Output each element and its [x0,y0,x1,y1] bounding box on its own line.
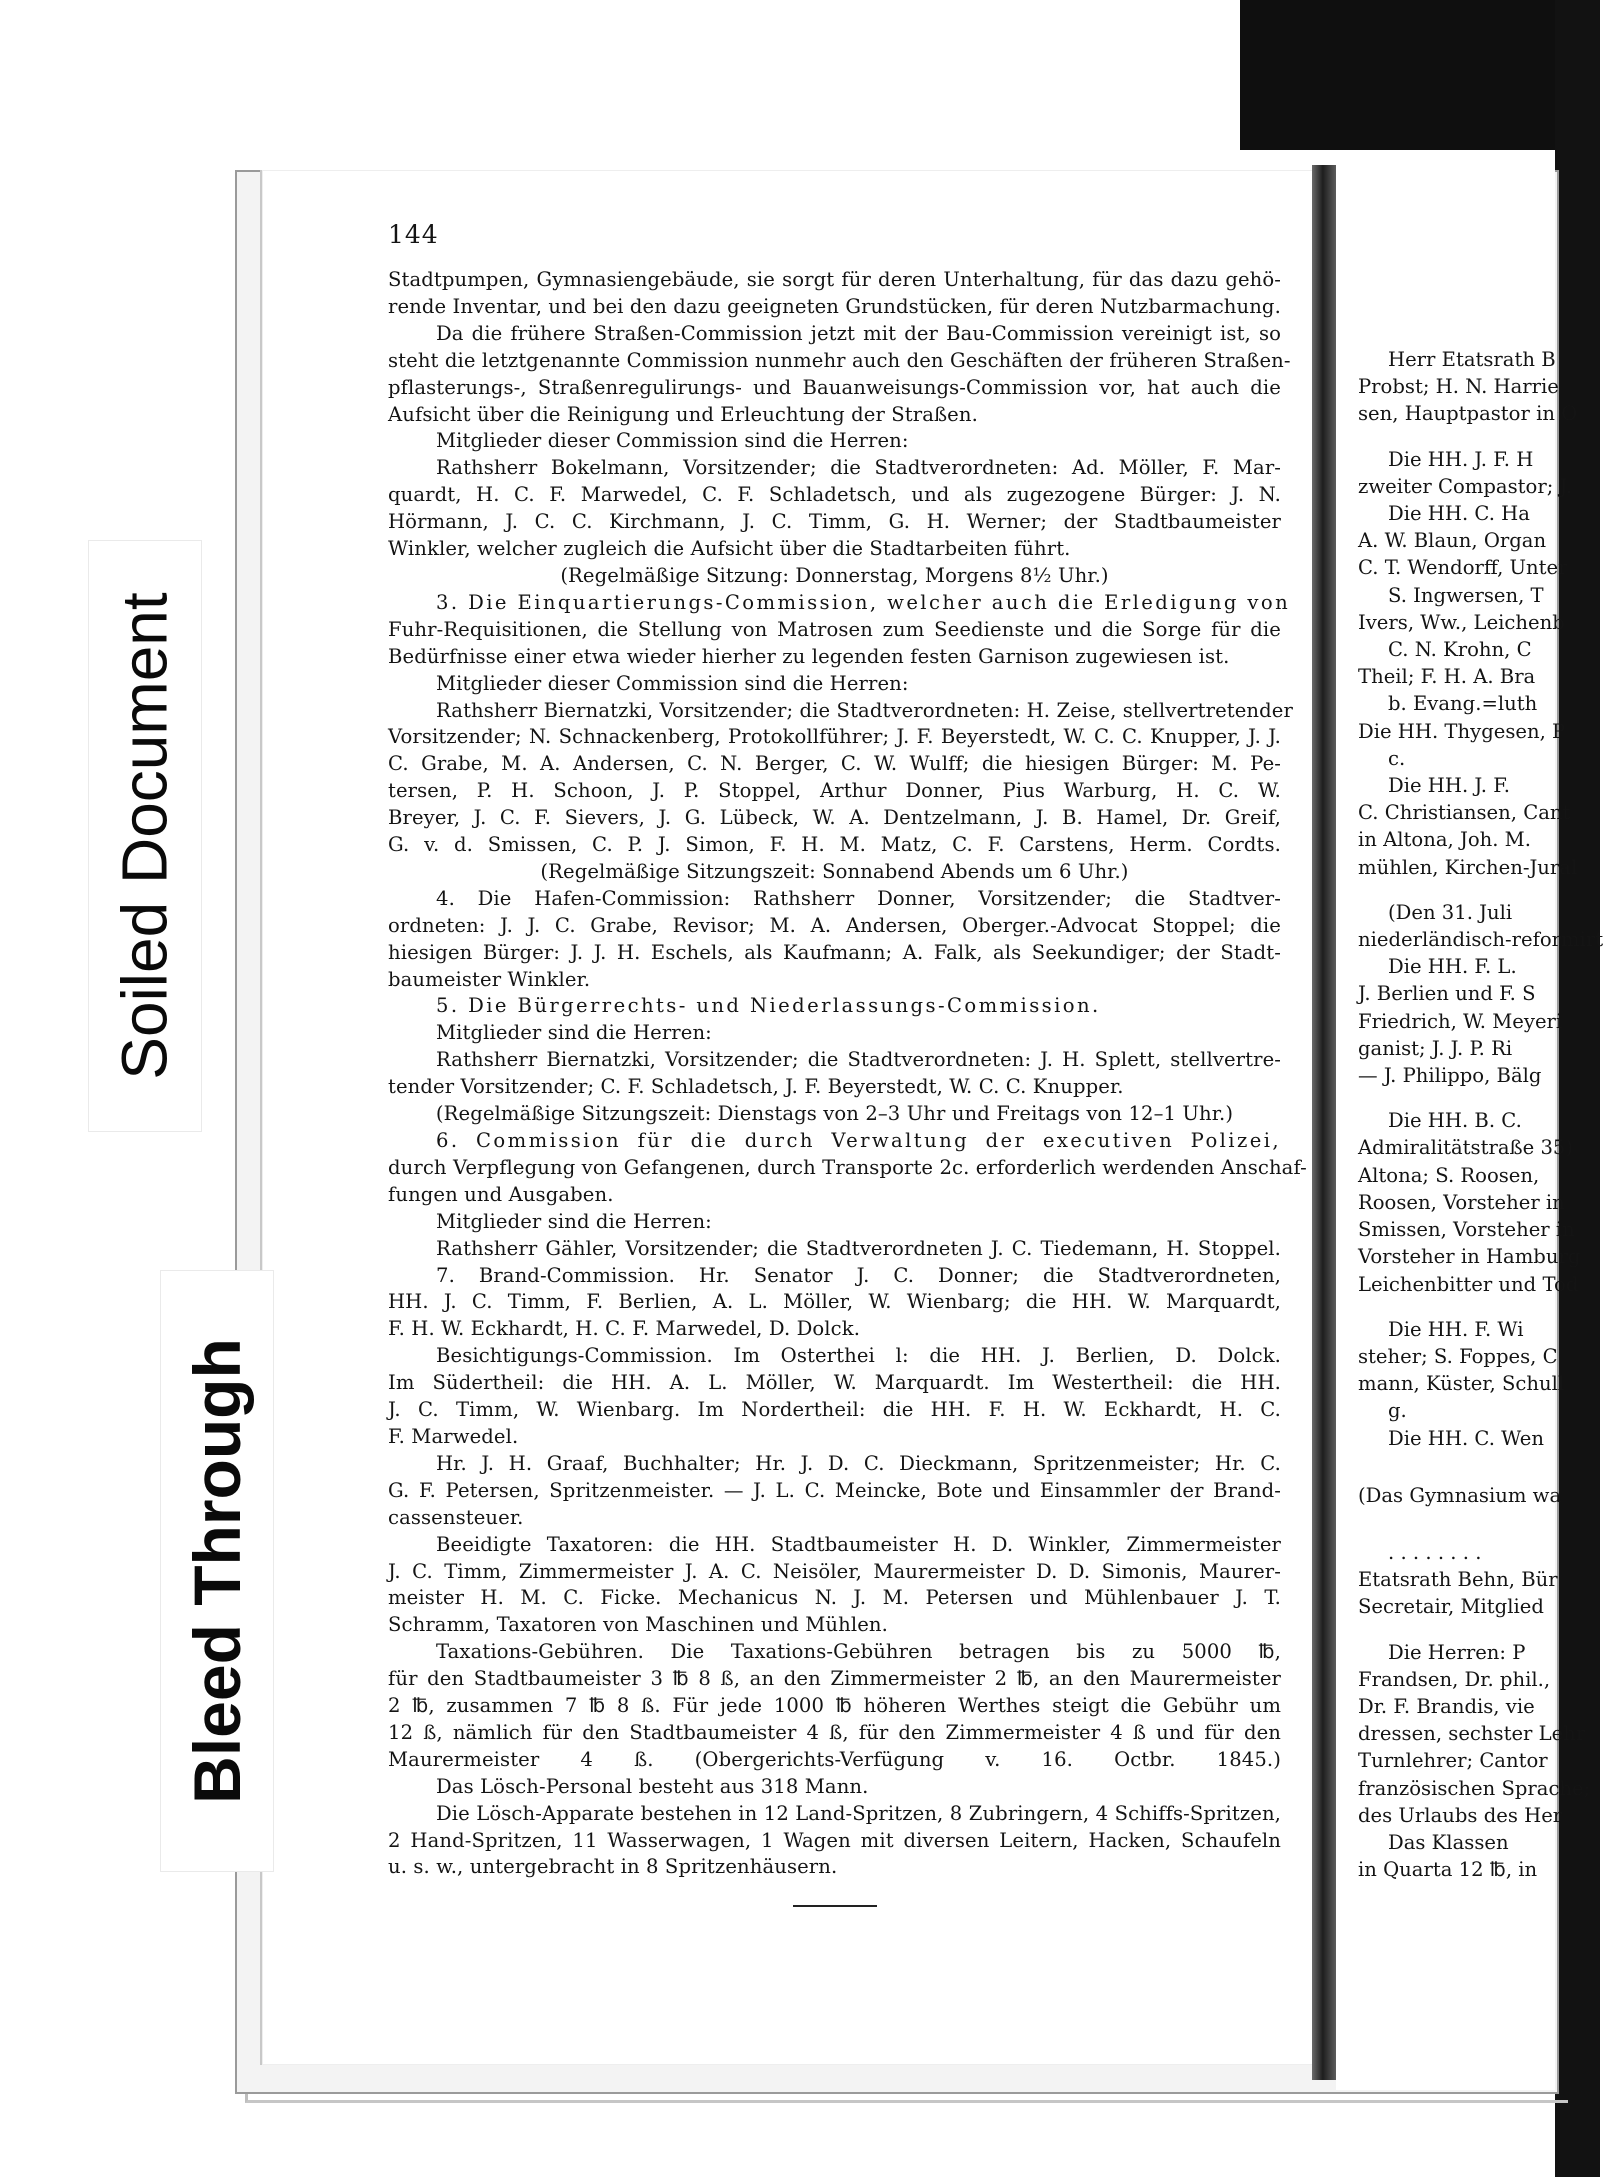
left-line: pflasterungs-, Straßenregulirungs- und Bauanweisungs-Commission vor, hat auch die [388,375,1281,399]
left-line: Da die frühere Straßen-Commission jetzt mit der Bau-Commission vereinigt ist, so [436,321,1281,345]
right-line: Dr. F. Brandis, vie [1358,1694,1535,1718]
right-line: in Quarta 12 ℔, in [1358,1858,1538,1882]
left-line: Das Lösch-Personal besteht aus 318 Mann. [436,1774,869,1798]
right-line: zweiter Compastor; J. [1358,474,1573,498]
right-line: des Urlaubs des Her [1358,1803,1563,1827]
left-line: 7. Brand-Commission. Hr. Senator J. C. Donner; die Stadtverordneten, [436,1263,1281,1287]
right-line: Die HH. Thygesen, P [1358,719,1566,743]
right-line: ganist; J. J. P. Ri [1358,1036,1513,1060]
left-line: Rathsherr Biernatzki, Vorsitzender; die Stadtverordneten: J. H. Splett, stellvertre- [436,1048,1281,1072]
right-line: Admiralitätstraße 35) [1358,1136,1574,1160]
left-line: Im Südertheil: die HH. A. L. Möller, W. Marquardt. Im Westertheil: die HH. [388,1371,1281,1395]
right-line: Die HH. B. C. [1388,1109,1522,1133]
right-line: C. Christiansen, Cant [1358,801,1571,825]
left-line: steht die letztgenannte Commission nunmehr auch den Geschäften der früheren Straßen- [388,348,1291,372]
right-line: g. [1388,1399,1407,1423]
book-gutter [1312,165,1336,2080]
left-line: J. C. Timm, W. Wienbarg. Im Nordertheil: die HH. F. H. W. Eckhardt, H. C. [388,1398,1281,1422]
right-line: niederländisch-reformirt [1358,928,1604,952]
left-line: Besichtigungs-Commission. Im Osterthei l: die HH. J. Berlien, D. Dolck. [436,1344,1281,1368]
right-line: dressen, sechster Lehr [1358,1722,1586,1746]
left-line: F. H. W. Eckhardt, H. C. F. Marwedel, D. Dolck. [388,1317,861,1341]
right-line: Secretair, Mitglied [1358,1595,1544,1619]
left-line: G. v. d. Smissen, C. P. J. Simon, F. H. M. Matz, C. F. Carstens, Herm. Cordts. [388,833,1281,857]
left-line: tender Vorsitzender; C. F. Schladetsch, J. F. Beyerstedt, W. C. C. Knupper. [388,1075,1124,1099]
left-line: durch Verpflegung von Gefangenen, durch Transporte 2c. erforderlich werdenden Anschaf- [388,1155,1307,1179]
left-line: Rathsherr Bokelmann, Vorsitzender; die Stadtverordneten: Ad. Möller, F. Mar- [436,456,1281,480]
right-line: Roosen, Vorsteher in [1358,1190,1565,1214]
left-line: fungen und Ausgaben. [388,1182,614,1206]
right-page-text [1358,328,1618,1883]
right-line: französischen Sprache; [1358,1776,1591,1800]
right-line: Die HH. F. Wi [1388,1317,1524,1341]
right-line: c. [1388,746,1406,770]
right-line: steher; S. Foppes, C [1358,1344,1558,1368]
left-line: quardt, H. C. F. Marwedel, C. F. Schladetsch, und als zugezogene Bürger: J. N. [388,483,1281,507]
left-line: 6. Commission für die durch Verwaltung der executiven Polizei, [436,1129,1281,1152]
left-line: 3. Die Einquartierungs-Commission, welcher auch die Erledigung von [436,590,1291,614]
left-line: Rathsherr Biernatzki, Vorsitzender; die Stadtverordneten: H. Zeise, stellvertretender [436,698,1293,722]
left-line: 4. Die Hafen-Commission: Rathsherr Donner, Vorsitzender; die Stadtver- [436,886,1281,910]
right-line: b. Evang.=luth [1388,692,1538,716]
right-line: Probst; H. N. Harrie [1358,375,1559,399]
right-line: J. Berlien und F. S [1358,982,1536,1006]
left-line: Die Lösch-Apparate bestehen in 12 Land-Spritzen, 8 Zubringern, 4 Schiffs-Spritzen, [436,1801,1281,1825]
left-page-text [388,220,1307,1907]
left-line: HH. J. C. Timm, F. Berlien, A. L. Möller, W. Wienbarg; die HH. W. Marquardt, [388,1290,1281,1314]
right-line: Die HH. J. F. [1388,774,1510,798]
left-line: (Regelmäßige Sitzungszeit: Dienstags von 2–3 Uhr und Freitags von 12–1 Uhr.) [435,1102,1234,1126]
page-number: 144 [388,220,439,249]
left-line: für den Stadtbaumeister 3 ℔ 8 ß, an den Zimmermeister 2 ℔, an den Maurermeister [388,1667,1281,1691]
right-line: Die HH. C. Ha [1388,502,1530,526]
right-line: S. Ingwersen, T [1388,583,1544,607]
right-line: Altona; S. Roosen, [1358,1163,1540,1187]
right-line: Die HH. C. Wen [1388,1426,1544,1450]
right-line: Die HH. F. L. [1388,955,1517,979]
left-line: Hörmann, J. C. C. Kirchmann, J. C. Timm, G. H. Werner; der Stadtbaumeister [388,510,1281,534]
left-line: (Regelmäßige Sitzungszeit: Sonnabend Abends um 6 Uhr.) [540,859,1129,883]
right-line: in Altona, Joh. M. [1358,828,1531,852]
right-line: Frandsen, Dr. phil., [1358,1667,1551,1691]
right-line: mühlen, Kirchen-Jural [1358,855,1578,879]
left-line: Mitglieder sind die Herren: [436,1021,712,1045]
right-line: Vorsteher in Hamburg [1358,1245,1581,1269]
left-line: J. C. Timm, Zimmermeister J. A. C. Neisöler, Maurermeister D. D. Simonis, Maurer- [388,1559,1281,1583]
left-line: Winkler, welcher zugleich die Aufsicht über die Stadtarbeiten führt. [388,537,1071,561]
left-line: Breyer, J. C. F. Sievers, J. G. Lübeck, W. A. Dentzelmann, J. B. Hamel, Dr. Greif, [388,806,1281,830]
left-line: ordneten: J. J. C. Grabe, Revisor; M. A. Andersen, Oberger.-Advocat Stoppel; die [388,913,1281,937]
left-line: Vorsitzender; N. Schnackenberg, Protokollführer; J. F. Beyerstedt, W. C. C. Knupper, J. J. [388,725,1281,749]
right-line: Friedrich, W. Meyeri [1358,1009,1563,1033]
right-line: Etatsrath Behn, Bür [1358,1568,1558,1592]
right-line: Smissen, Vorsteher in [1358,1218,1575,1242]
left-line: Beeidigte Taxatoren: die HH. Stadtbaumeister H. D. Winkler, Zimmermeister [436,1532,1281,1556]
left-line: Mitglieder sind die Herren: [436,1209,712,1233]
left-line: Bedürfnisse einer etwa wieder hierher zu legenden festen Garnison zugewiesen ist. [388,644,1230,668]
left-line: Mitglieder dieser Commission sind die Herren: [436,429,909,453]
left-line: rende Inventar, und bei den dazu geeigneten Grundstücken, für deren Nutzbarmachung. [388,294,1281,318]
left-line: Rathsherr Gähler, Vorsitzender; die Stadtverordneten J. C. Tiedemann, H. Stoppel. [436,1236,1281,1260]
left-line: Hr. J. H. Graaf, Buchhalter; Hr. J. D. C. Dieckmann, Spritzenmeister; Hr. C. [436,1451,1281,1475]
right-line: C. T. Wendorff, Unter [1358,556,1568,580]
left-line: hiesigen Bürger: J. J. H. Eschels, als Kaufmann; A. Falk, als Seekundiger; der Stadt- [388,940,1281,964]
right-line: A. W. Blaun, Organ [1358,529,1547,553]
right-line: Das Klassen [1388,1830,1509,1854]
left-page-lines [388,267,1307,1881]
right-page [1336,150,1604,2090]
right-line: . . . . . . . . [1388,1540,1482,1564]
right-line: Die HH. J. F. H [1388,447,1534,471]
right-line: Theil; F. H. A. Bra [1358,665,1536,689]
right-line: Ivers, Ww., Leichenb [1358,610,1565,634]
right-line: (Den 31. Juli [1388,900,1513,924]
left-line: tersen, P. H. Schoon, J. P. Stoppel, Arthur Donner, Pius Warburg, H. C. W. [388,779,1281,803]
left-line: G. F. Petersen, Spritzenmeister. — J. L. C. Meincke, Bote und Einsammler der Brand- [388,1478,1281,1502]
right-line: C. N. Krohn, C [1388,638,1532,662]
left-line: Aufsicht über die Reinigung und Erleuchtung der Straßen. [388,402,978,426]
section-divider [793,1905,877,1907]
left-line: C. Grabe, M. A. Andersen, C. N. Berger, C. W. Wulff; die hiesigen Bürger: M. Pe- [388,752,1281,776]
right-line: sen, Hauptpastor in O [1358,402,1578,426]
left-line: u. s. w., untergebracht in 8 Spritzenhäusern. [388,1855,838,1879]
left-line: 2 Hand-Spritzen, 11 Wasserwagen, 1 Wagen mit diversen Leitern, Hacken, Schaufeln [388,1828,1281,1852]
right-line: — J. Philippo, Bälg [1358,1064,1542,1088]
scanner-edge-top [1240,0,1600,150]
right-line: Turnlehrer; Cantor [1358,1749,1548,1773]
right-line: Die Herren: P [1388,1640,1526,1664]
right-line: Herr Etatsrath B [1388,348,1556,371]
right-line: (Das Gymnasium wa [1358,1483,1562,1507]
left-line: Mitglieder dieser Commission sind die Herren: [436,671,909,695]
soiled-document-label: Soiled Document [109,592,181,1080]
left-line: meister H. M. C. Ficke. Mechanicus N. J. M. Petersen und Mühlenbauer J. T. [388,1586,1281,1610]
bleed-through-label: Bleed Through [180,1338,254,1804]
right-line: Leichenbitter und Tod [1358,1272,1579,1296]
left-line: baumeister Winkler. [388,967,591,991]
left-line: F. Marwedel. [388,1424,519,1448]
left-line: Taxations-Gebühren. Die Taxations-Gebühren betragen bis zu 5000 ℔, [436,1640,1281,1664]
left-line: Maurermeister 4 ß. (Obergerichts-Verfügung v. 16. Octbr. 1845.) [388,1747,1281,1771]
soiled-document-tag [88,540,202,1132]
left-line: (Regelmäßige Sitzung: Donnerstag, Morgens 8½ Uhr.) [560,563,1109,587]
left-line: 2 ℔, zusammen 7 ℔ 8 ß. Für jede 1000 ℔ höheren Werthes steigt die Gebühr um [388,1694,1281,1718]
left-line: Schramm, Taxatoren von Maschinen und Mühlen. [388,1613,888,1637]
bleed-through-tag [160,1270,274,1872]
left-line: cassensteuer. [388,1505,524,1529]
left-line: Stadtpumpen, Gymnasiengebäude, sie sorgt für deren Unterhaltung, für das dazu gehö- [388,268,1281,291]
left-line: Fuhr-Requisitionen, die Stellung von Matrosen zum Seedienste und die Sorge für die [388,617,1281,641]
left-line: 12 ß, nämlich für den Stadtbaumeister 4 ß, für den Zimmermeister 4 ß und für den [388,1720,1281,1744]
left-line: 5. Die Bürgerrechts- und Niederlassungs-Commission. [436,994,1101,1018]
right-line: mann, Küster, Schull [1358,1372,1565,1396]
